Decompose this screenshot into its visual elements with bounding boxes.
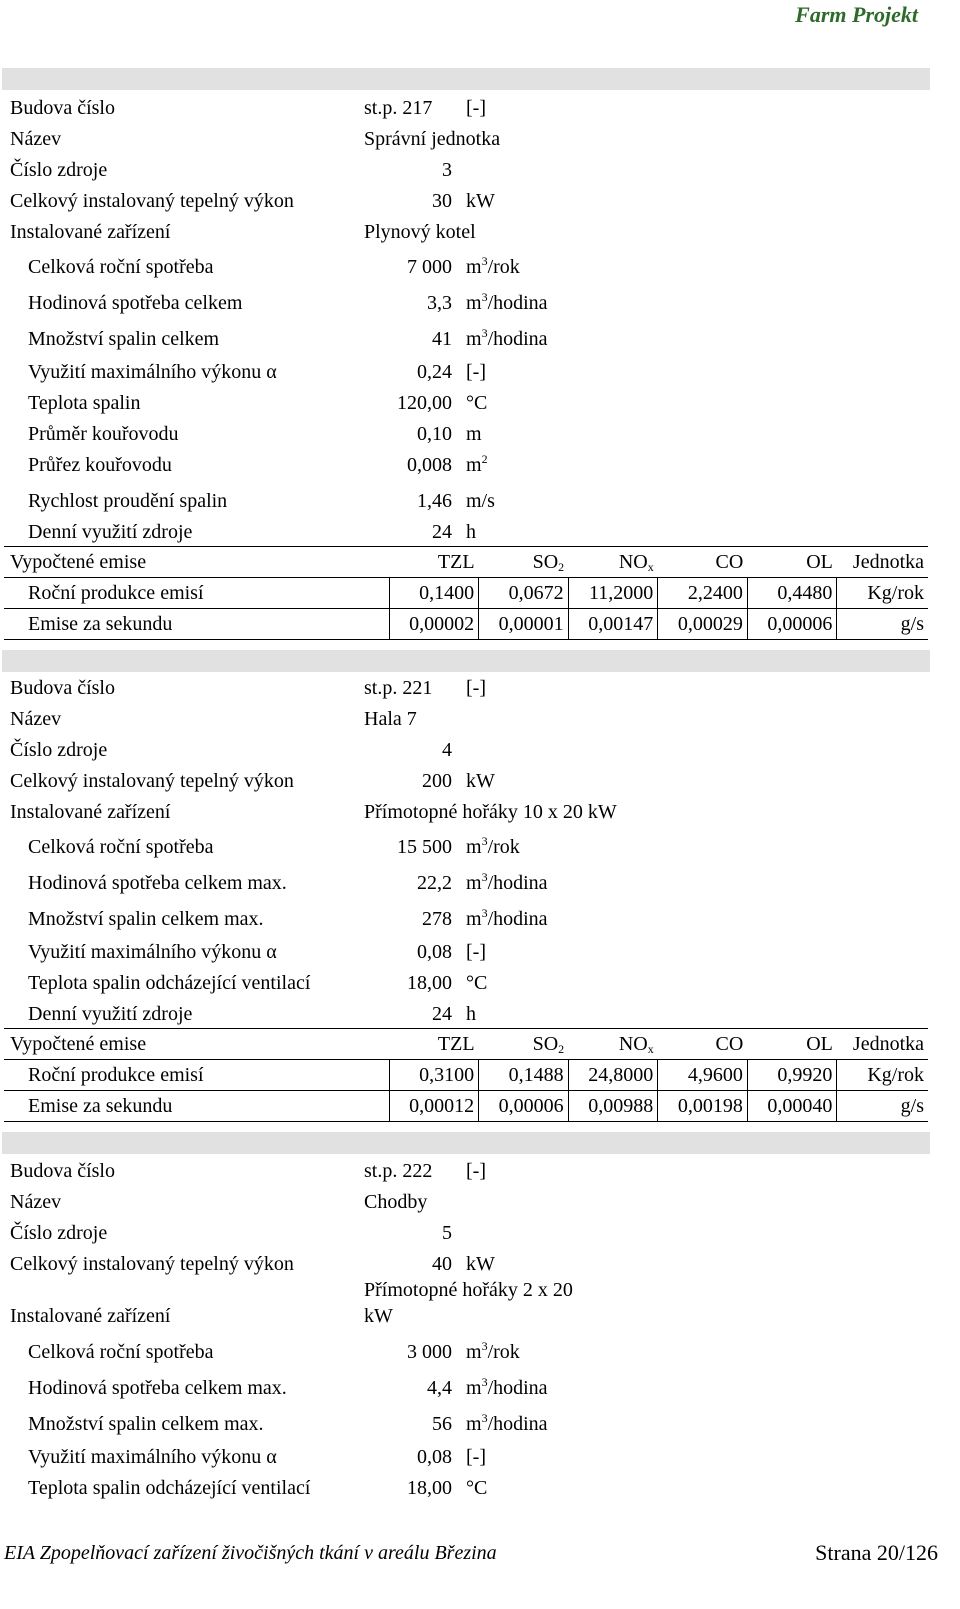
param-unit: $m^3$/rok — [466, 1339, 520, 1363]
cell-tzl: 0,1400 — [389, 578, 479, 609]
field-value: 3 — [442, 159, 452, 181]
document-title: EIA Zpopelňovací zařízení živočišných tkání v areálu Březina — [4, 1542, 497, 1564]
param-unit: $m^2$ — [466, 452, 488, 476]
field-label: Celkový instalovaný tepelný výkon — [10, 190, 294, 212]
field-value: Plynový kotel — [364, 221, 476, 243]
col-so2: $SO_2$ — [479, 1029, 569, 1060]
param-unit: $m^3$/hodina — [466, 906, 548, 930]
emissions-table — [4, 546, 928, 640]
field-label: Název — [10, 1191, 62, 1213]
param-value: 41 — [432, 328, 452, 350]
cell-nox: 24,8000 — [568, 1060, 658, 1091]
col-ol: OL — [747, 547, 837, 578]
cell-nox: 0,00147 — [568, 609, 658, 640]
row-label: Roční produkce emisí — [4, 1060, 389, 1091]
cell-co: 2,2400 — [658, 578, 748, 609]
field-label: Budova číslo — [10, 677, 115, 699]
param-unit: h — [466, 1003, 476, 1025]
param-unit: $m^3$/hodina — [466, 870, 548, 894]
emissions-row — [4, 1091, 928, 1122]
field-value: st.p. 217 — [364, 97, 433, 119]
param-value: 278 — [422, 908, 452, 930]
param-value: 56 — [432, 1413, 452, 1435]
cell-so2: 0,1488 — [479, 1060, 569, 1091]
param-label: Celková roční spotřeba — [28, 1341, 214, 1363]
cell-unit: Kg/rok — [837, 578, 928, 609]
param-unit: [-] — [466, 941, 486, 963]
param-label: Průřez kouřovodu — [28, 454, 172, 476]
param-value: 7 000 — [407, 256, 452, 278]
col-co: CO — [658, 1029, 748, 1060]
col-nox: $NO_x$ — [568, 1029, 658, 1060]
param-unit: [-] — [466, 1446, 486, 1468]
field-label: Budova číslo — [10, 1160, 115, 1182]
col-unit: Jednotka — [837, 547, 928, 578]
cell-unit: g/s — [837, 1091, 928, 1122]
cell-ol: 0,9920 — [747, 1060, 837, 1091]
param-value: 3,3 — [427, 292, 452, 314]
param-label: Celková roční spotřeba — [28, 256, 214, 278]
param-label: Denní využití zdroje — [28, 1003, 193, 1025]
param-label: Využití maximálního výkonu α — [28, 1446, 277, 1468]
field-label: Instalované zařízení — [10, 1305, 171, 1327]
emissions-table — [4, 1028, 928, 1122]
param-unit: $m^3$/hodina — [466, 326, 548, 350]
cell-unit: g/s — [837, 609, 928, 640]
field-value: Přímotopné hořáky 10 x 20 kW — [364, 801, 617, 823]
section-separator — [2, 1132, 930, 1154]
field-value: 200 — [422, 770, 452, 792]
cell-tzl: 0,3100 — [389, 1060, 479, 1091]
field-unit: [-] — [466, 677, 486, 699]
param-label: Hodinová spotřeba celkem max. — [28, 872, 287, 894]
field-value: 40 — [432, 1253, 452, 1275]
col-nox: $NO_x$ — [568, 547, 658, 578]
col-co: CO — [658, 547, 748, 578]
param-unit: °C — [466, 972, 488, 994]
param-unit: $m^3$/hodina — [466, 1411, 548, 1435]
page-footer — [0, 1540, 960, 1570]
brand-header: Farm Projekt — [795, 2, 918, 27]
param-label: Množství spalin celkem max. — [28, 908, 264, 930]
row-label: Emise za sekundu — [4, 609, 389, 640]
col-ol: OL — [747, 1029, 837, 1060]
emissions-header-row — [4, 1029, 928, 1060]
section-separator — [2, 650, 930, 672]
field-label: Instalované zařízení — [10, 221, 171, 243]
field-value: Správní jednotka — [364, 128, 501, 150]
param-value: 120,00 — [397, 392, 452, 414]
cell-co: 0,00029 — [658, 609, 748, 640]
col-tzl: TZL — [389, 1029, 479, 1060]
param-unit: °C — [466, 392, 488, 414]
field-unit: kW — [466, 190, 495, 212]
param-value: 24 — [432, 1003, 452, 1025]
emissions-row — [4, 1060, 928, 1091]
param-label: Využití maximálního výkonu α — [28, 941, 277, 963]
cell-so2: 0,00006 — [479, 1091, 569, 1122]
param-label: Průměr kouřovodu — [28, 423, 179, 445]
field-unit: [-] — [466, 1160, 486, 1182]
emissions-header-row — [4, 547, 928, 578]
param-unit: $m^3$/hodina — [466, 1375, 548, 1399]
col-unit: Jednotka — [837, 1029, 928, 1060]
cell-co: 4,9600 — [658, 1060, 748, 1091]
cell-unit: Kg/rok — [837, 1060, 928, 1091]
field-value-line2: kW — [364, 1305, 393, 1327]
param-value: 3 000 — [407, 1341, 452, 1363]
field-label: Instalované zařízení — [10, 801, 171, 823]
cell-ol: 0,00040 — [747, 1091, 837, 1122]
emissions-header-label: Vypočtené emise — [4, 1029, 389, 1060]
param-unit: $m^3$/rok — [466, 834, 520, 858]
field-label: Číslo zdroje — [10, 739, 108, 761]
param-label: Množství spalin celkem — [28, 328, 220, 350]
field-value: Hala 7 — [364, 708, 417, 730]
field-label: Celkový instalovaný tepelný výkon — [10, 770, 294, 792]
param-value: 1,46 — [417, 490, 452, 512]
param-value: 4,4 — [427, 1377, 452, 1399]
col-tzl: TZL — [389, 547, 479, 578]
cell-tzl: 0,00002 — [389, 609, 479, 640]
param-value: 0,08 — [417, 941, 452, 963]
field-label: Název — [10, 128, 62, 150]
param-label: Hodinová spotřeba celkem — [28, 292, 243, 314]
param-value: 22,2 — [417, 872, 452, 894]
col-so2: $SO_2$ — [479, 547, 569, 578]
field-unit: [-] — [466, 97, 486, 119]
param-label: Množství spalin celkem max. — [28, 1413, 264, 1435]
field-value: 5 — [442, 1222, 452, 1244]
cell-co: 0,00198 — [658, 1091, 748, 1122]
param-label: Celková roční spotřeba — [28, 836, 214, 858]
param-value: 0,008 — [407, 454, 452, 476]
field-value: 30 — [432, 190, 452, 212]
field-value: st.p. 222 — [364, 1160, 433, 1182]
field-label: Budova číslo — [10, 97, 115, 119]
field-label: Číslo zdroje — [10, 1222, 108, 1244]
field-value: 4 — [442, 739, 452, 761]
cell-so2: 0,0672 — [479, 578, 569, 609]
param-label: Rychlost proudění spalin — [28, 490, 228, 512]
param-label: Denní využití zdroje — [28, 521, 193, 543]
param-value: 0,08 — [417, 1446, 452, 1468]
field-label: Název — [10, 708, 62, 730]
param-unit: h — [466, 521, 476, 543]
field-unit: kW — [466, 770, 495, 792]
param-label: Teplota spalin odcházející ventilací — [28, 1477, 311, 1499]
field-label: Číslo zdroje — [10, 159, 108, 181]
param-value: 0,10 — [417, 423, 452, 445]
emissions-row — [4, 609, 928, 640]
param-unit: [-] — [466, 361, 486, 383]
row-label: Emise za sekundu — [4, 1091, 389, 1122]
row-label: Roční produkce emisí — [4, 578, 389, 609]
param-value: 18,00 — [407, 972, 452, 994]
cell-ol: 0,4480 — [747, 578, 837, 609]
param-unit: m — [466, 423, 482, 445]
field-value-line1: Přímotopné hořáky 2 x 20 — [364, 1279, 573, 1301]
param-value: 24 — [432, 521, 452, 543]
cell-tzl: 0,00012 — [389, 1091, 479, 1122]
cell-nox: 11,2000 — [568, 578, 658, 609]
emissions-row — [4, 578, 928, 609]
param-unit: $m^3$/rok — [466, 254, 520, 278]
field-unit: kW — [466, 1253, 495, 1275]
cell-nox: 0,00988 — [568, 1091, 658, 1122]
param-label: Využití maximálního výkonu α — [28, 361, 277, 383]
param-label: Teplota spalin — [28, 392, 141, 414]
param-unit: m/s — [466, 490, 495, 512]
param-unit: °C — [466, 1477, 488, 1499]
param-label: Hodinová spotřeba celkem max. — [28, 1377, 287, 1399]
page-number: Strana 20/126 — [815, 1540, 938, 1565]
param-unit: $m^3$/hodina — [466, 290, 548, 314]
section-separator — [2, 68, 930, 90]
emissions-header-label: Vypočtené emise — [4, 547, 389, 578]
field-label: Celkový instalovaný tepelný výkon — [10, 1253, 294, 1275]
param-value: 18,00 — [407, 1477, 452, 1499]
param-value: 0,24 — [417, 361, 452, 383]
field-value: Chodby — [364, 1191, 428, 1213]
param-label: Teplota spalin odcházející ventilací — [28, 972, 311, 994]
cell-so2: 0,00001 — [479, 609, 569, 640]
cell-ol: 0,00006 — [747, 609, 837, 640]
param-value: 15 500 — [397, 836, 452, 858]
field-value: st.p. 221 — [364, 677, 433, 699]
